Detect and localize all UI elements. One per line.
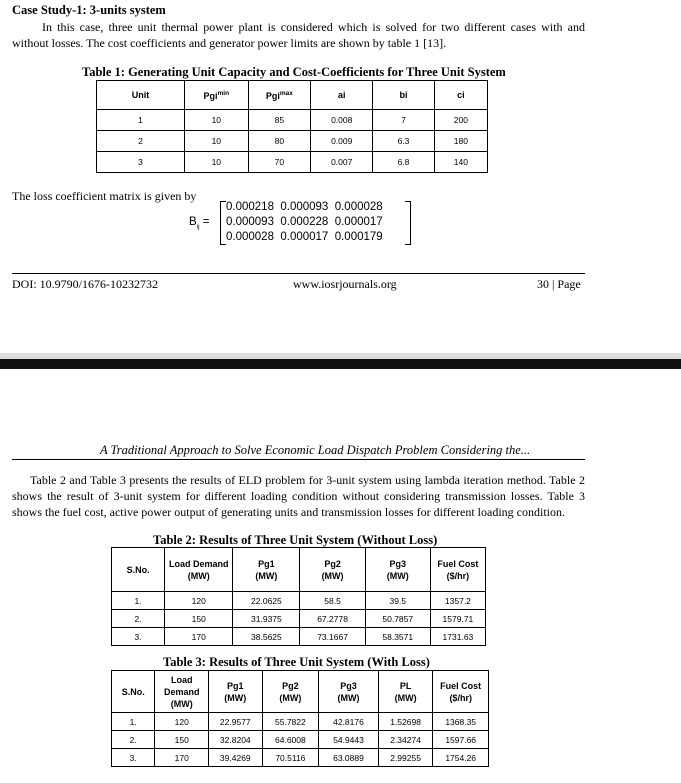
- table-cell: 73.1667: [300, 628, 365, 646]
- table-cell: 170: [165, 628, 233, 646]
- table2-header-pg3: Pg3 (MW): [365, 548, 430, 592]
- table-cell: 39.4269: [209, 749, 263, 767]
- table-cell: 2.99255: [378, 749, 433, 767]
- table2-header-cost: Fuel Cost ($/hr): [430, 548, 485, 592]
- table2-header-row: [112, 548, 486, 592]
- table-cell: 0.008: [311, 110, 373, 131]
- table-cell: 0.009: [311, 131, 373, 152]
- table-row: [112, 610, 486, 628]
- table-cell: 10: [185, 152, 248, 173]
- table-cell: 10: [185, 110, 248, 131]
- table-cell: 39.5: [365, 592, 430, 610]
- page-separator: [0, 359, 681, 369]
- footer-link[interactable]: www.iosrjournals.org: [293, 277, 397, 291]
- table-cell: 85: [248, 110, 311, 131]
- table2-header-load: Load Demand (MW): [165, 548, 233, 592]
- table1-header-b: bi: [373, 81, 434, 110]
- table-cell: 67.2778: [300, 610, 365, 628]
- table-cell: 50.7857: [365, 610, 430, 628]
- table-row: [112, 749, 489, 767]
- table3: [111, 670, 489, 767]
- table3-header-cost: Fuel Cost ($/hr): [433, 671, 489, 713]
- table-cell: 64.6008: [262, 731, 319, 749]
- table3-header-load: Load Demand (MW): [155, 671, 209, 713]
- table-cell: 1: [97, 110, 185, 131]
- loss-matrix: [226, 200, 383, 245]
- intro-paragraph: In this case, three unit thermal power plant is considered which is solved for two different cases with and without losses. The cost coefficients and generator power limits are shown by table 1 [13].: [12, 20, 585, 50]
- table1-caption: Table 1: Generating Unit Capacity and Cost-Coefficients for Three Unit System: [82, 65, 506, 79]
- matrix-row: 0.000028 0.000017 0.000179: [226, 231, 383, 243]
- table-cell: 0.007: [311, 152, 373, 173]
- table-cell: 31.9375: [233, 610, 300, 628]
- running-title: A Traditional Approach to Solve Economic Load Dispatch Problem Considering the...: [100, 443, 531, 457]
- table1-header-row: [97, 81, 488, 110]
- table-cell: 58.5: [300, 592, 365, 610]
- table-cell: 54.9443: [319, 731, 379, 749]
- table-cell: 170: [155, 749, 209, 767]
- table-cell: 70: [248, 152, 311, 173]
- table-cell: 55.7822: [262, 713, 319, 731]
- table1-header-c: ci: [434, 81, 487, 110]
- table-cell: 58.3571: [365, 628, 430, 646]
- table-cell: 6.3: [373, 131, 434, 152]
- table2-header-sno: S.No.: [112, 548, 165, 592]
- table1: [96, 80, 488, 173]
- table-cell: 1731.63: [430, 628, 485, 646]
- table-cell: 10: [185, 131, 248, 152]
- table-cell: 1597.66: [433, 731, 489, 749]
- table-row: [112, 731, 489, 749]
- table1-header-pmax: Pgi$^{max}$: [248, 81, 311, 110]
- table1-header-unit: Unit: [97, 81, 185, 110]
- footer-doi: DOI: 10.9790/1676-10232732: [12, 277, 158, 291]
- table-cell: 2.: [112, 610, 165, 628]
- table-cell: 2: [97, 131, 185, 152]
- table-cell: 3.: [112, 628, 165, 646]
- table-cell: 140: [434, 152, 487, 173]
- table-cell: 22.9577: [209, 713, 263, 731]
- table-cell: 6.8: [373, 152, 434, 173]
- table-cell: 38.5625: [233, 628, 300, 646]
- table-cell: 1357.2: [430, 592, 485, 610]
- table-row: [112, 592, 486, 610]
- table-row: [97, 152, 488, 173]
- table2-header-pg2: Pg2 (MW): [300, 548, 365, 592]
- bij-label: $B_{ij}$ =: [189, 216, 210, 231]
- table-cell: 1.52698: [378, 713, 433, 731]
- table2: [111, 547, 486, 646]
- table3-header-pl: PL (MW): [378, 671, 433, 713]
- table3-header-pg1: Pg1 (MW): [209, 671, 263, 713]
- table-cell: 1754.26: [433, 749, 489, 767]
- table-cell: 63.0889: [319, 749, 379, 767]
- table-cell: 80: [248, 131, 311, 152]
- table-cell: 1579.71: [430, 610, 485, 628]
- table-cell: 2.: [112, 731, 155, 749]
- table3-header-pg3: Pg3 (MW): [319, 671, 379, 713]
- table-cell: 3: [97, 152, 185, 173]
- header-rule: [12, 459, 585, 460]
- table-row: [112, 628, 486, 646]
- table3-header-pg2: Pg2 (MW): [262, 671, 319, 713]
- table3-caption: Table 3: Results of Three Unit System (With Loss): [163, 655, 430, 669]
- table2-header-pg1: Pg1 (MW): [233, 548, 300, 592]
- table-row: [112, 713, 489, 731]
- table-cell: 180: [434, 131, 487, 152]
- footer-page-number: 30 | Page: [537, 277, 581, 291]
- table-cell: 1.: [112, 592, 165, 610]
- table-cell: 1.: [112, 713, 155, 731]
- table-cell: 1368.35: [433, 713, 489, 731]
- table-cell: 150: [155, 731, 209, 749]
- table-cell: 7: [373, 110, 434, 131]
- table-row: [97, 131, 488, 152]
- footer-rule: [12, 273, 585, 274]
- case-study-heading: Case Study-1: 3-units system: [12, 3, 166, 17]
- table-cell: 200: [434, 110, 487, 131]
- matrix-row: 0.000218 0.000093 0.000028: [226, 201, 383, 213]
- table-cell: 22.0625: [233, 592, 300, 610]
- matrix-right-bracket: [405, 201, 411, 245]
- table-cell: 70.5116: [262, 749, 319, 767]
- table1-header-pmin: Pgi$^{min}$: [185, 81, 248, 110]
- table-cell: 120: [155, 713, 209, 731]
- table1-header-a: ai: [311, 81, 373, 110]
- loss-matrix-text: The loss coefficient matrix is given by: [12, 189, 197, 203]
- table-cell: 42.8176: [319, 713, 379, 731]
- table-cell: 150: [165, 610, 233, 628]
- matrix-row: 0.000093 0.000228 0.000017: [226, 216, 383, 228]
- table-cell: 120: [165, 592, 233, 610]
- table-cell: 32.8204: [209, 731, 263, 749]
- table-cell: 3.: [112, 749, 155, 767]
- table-row: [97, 110, 488, 131]
- results-paragraph: Table 2 and Table 3 presents the results of ELD problem for 3-unit system using lambda iteration method. Table 2 shows the result of 3-unit system for different loading condition without considering transmission losses. Table 3 shows the fuel cost, active power output of generating units and transmission losses for different loading condition.: [12, 473, 585, 519]
- table3-header-row: [112, 671, 489, 713]
- table3-header-sno: S.No.: [112, 671, 155, 713]
- table-cell: 2.34274: [378, 731, 433, 749]
- table2-caption: Table 2: Results of Three Unit System (Without Loss): [153, 533, 438, 547]
